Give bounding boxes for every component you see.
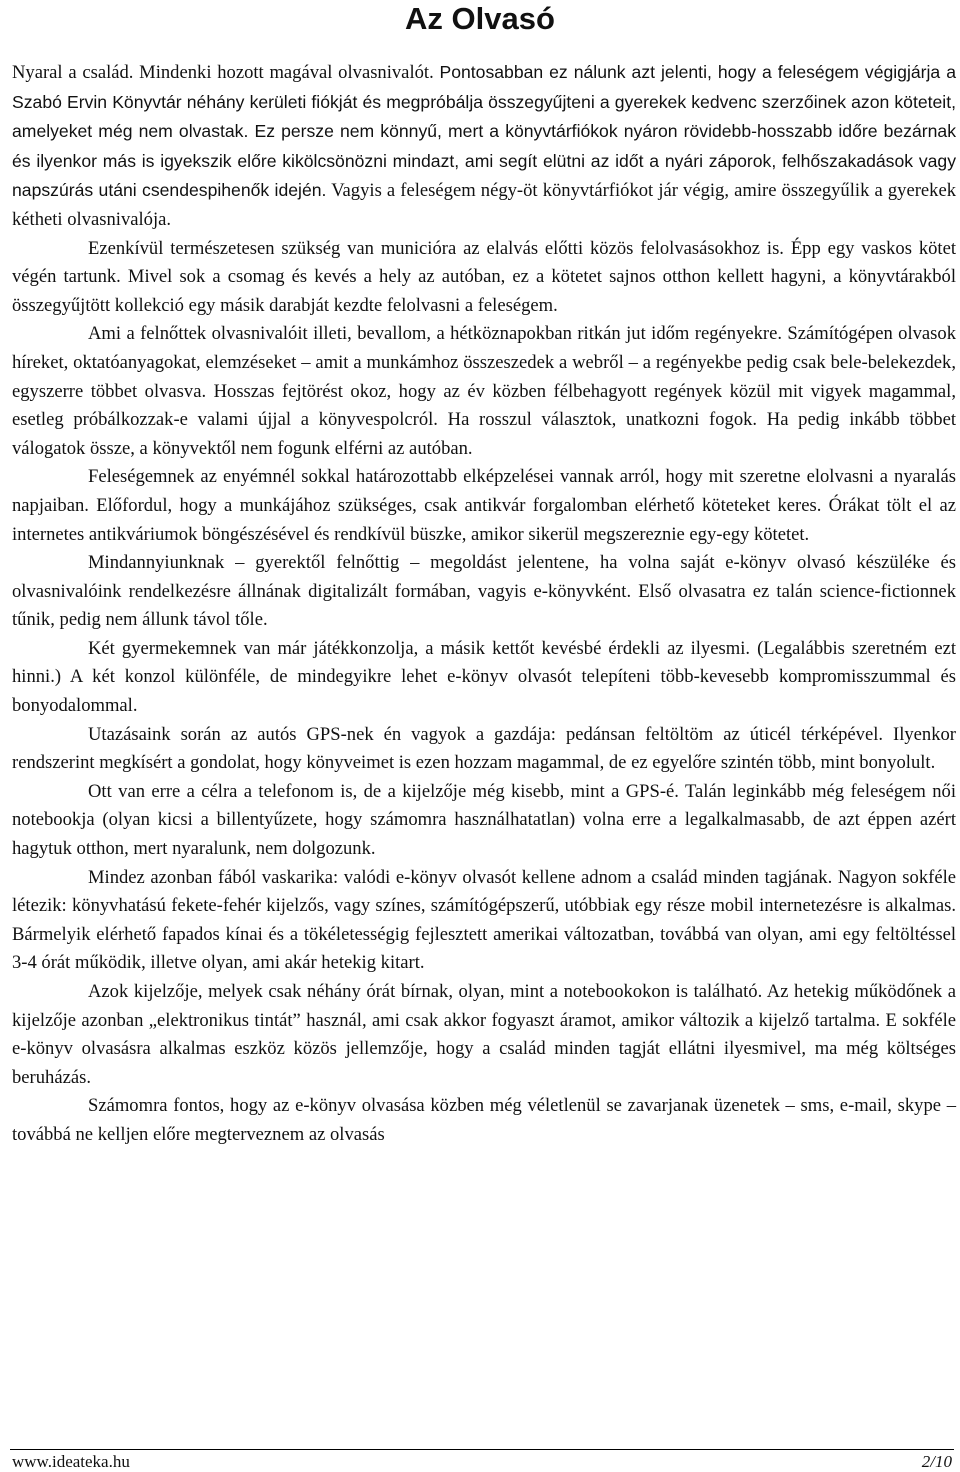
paragraph-1-sentence-3: Vagyis a feleségem négy-öt könyvtárfiókot jár végig, amire összegyűlik a gyerekek kétheti olvasnivalója. [12,180,956,230]
paragraph-8: Ott van erre a célra a telefonom is, de a kijelzője még kisebb, mint a GPS-é. Talán leginkább még feleségem női notebookja (olyan kicsi a billentyűzete, hogy számomra használhatatlan) volna erre a legalkalmasabb, de azt éppen azért hagytuk otthon, mert nyaralunk, nem dolgozunk. [12,780,956,860]
page-footer [12,1452,952,1472]
footer-divider [10,1449,954,1450]
paragraph-3: Ami a felnőttek olvasnivalóit illeti, bevallom, a hétköznapokban ritkán jut időm regényekre. Számítógépen olvasok híreket, oktatóanyagokat, elemzéseket – amit a munkámhoz összeszedek a webről – a regényekbe pedig csak bele-belekezdek, egyszerre többet olvasva. Hosszas fejtörést okoz, hogy az év közben félbehagyott regények közül mit vigyek magammal, esetleg próbálkozzak-e valami újjal a könyvespolcról. Ha rosszul választok, unatkozni fogok. Ha pedig inkább többet válogatok össze, a könyvektől nem fogunk elférni az autóban. [12,323,956,459]
paragraph-11: Számomra fontos, hogy az e-könyv olvasása közben még véletlenül se zavarjanak üzenetek – sms, e-mail, skype – továbbá ne kelljen előre megterveznem az olvasás [12,1095,956,1145]
paragraph-1 [12,58,956,235]
paragraph-10: Azok kijelzője, melyek csak néhány órát bírnak, olyan, mint a notebookokon is található. Az hetekig működőnek a kijelzője azonban „elektronikus tintát” használ, ami csak akkor fogyaszt áramot, amikor változik a kijelző tartalma. E sokféle e-könyv olvasásra alkalmas eszköz közös jellemzője, hogy a család minden tagját ellátni ilyesmivel, ma még költséges beruházás. [12,981,956,1088]
paragraph-4: Feleségemnek az enyémnél sokkal határozottabb elképzelései vannak arról, hogy mit szeretne elolvasni a nyaralás napjaiban. Előfordul, hogy a munkájához szükséges, csak antikvár forgalomban elérhető köteteket keres. Órákat tölt el az internetes antikváriumok böngészésével és rendkívül büszke, amikor sikerül megszereznie egy-egy kötetet. [12,466,956,545]
page-title: Az Olvasó [405,1,555,36]
footer-site-link[interactable]: www.ideateka.hu [12,1452,130,1471]
page-number: 2/10 [921,1452,952,1471]
article-body [12,58,956,1150]
paragraph-7: Utazásaink során az autós GPS-nek én vagyok a gazdája: pedánsan feltöltöm az úticél térképével. Ilyenkor rendszerint megkísért a gondolat, hogy könyveimet is ezen hozzam magammal, de ez egyelőre szintén több, mint bonyolult. [12,723,956,774]
paragraph-1-sans-passage: Pontosabban ez nálunk azt jelenti, hogy a feleségem végigjárja a Szabó Ervin Könyvtár néhány kerületi fiókját és megpróbálja összegyűjteni a gyerekek kedvenc szerzőinek azon köteteit, amelyeket még nem olvastak. Ez persze nem könnyű, mert a könyvtárfiókok nyáron rövidebb-hosszabb időre bezárnak és ilyenkor más is igyekszik előre kikölcsönözni mindazt, ami segít elütni az időt a nyári záporok, felhőszakadások vagy napszúrás utáni csendespihenők idején. [12,62,956,201]
paragraph-5: Mindannyiunknak – gyerektől felnőttig – megoldást jelentene, ha volna saját e-könyv olvasó készüléke és olvasnivalóink rendelkezésre állnának digitalizált formában, vagyis e-könyvként. Első olvasatra ez talán science-fictionnek tűnik, pedig nem állunk távol tőle. [12,552,956,631]
paragraph-9: Mindez azonban fából vaskarika: valódi e-könyv olvasót kellene adnom a család minden tagjának. Nagyon sokféle létezik: könyvhatású fekete-fehér kijelzős, vagy színes, számítógépszerű, utóbbiak egy része mobil internetezésre is alkalmas. Bármelyik elérhető fapados kínai és a tökéletességig fejlesztett amerikai változatban, továbbá van olyan, ami egy feltöltéssel 3-4 órát működik, illetve olyan, ami akár hetekig kitart. [12,866,956,974]
paragraph-1-sentence-1: Nyaral a család. Mindenki hozott magával olvasnivalót. [12,62,440,83]
paragraph-2: Ezenkívül természetesen szükség van municióra az elalvás előtti közös felolvasásokhoz is. Épp egy vaskos kötet végén tartunk. Mivel sok a csomag és kevés a hely az autóban, ez a kötetet sajnos otthon kellett hagyni, a könyvtárakból összegyűjtött kollekció egy másik darabját kezdte felolvasni a feleségem. [12,237,956,316]
paragraph-6: Két gyermekemnek van már játékkonzolja, a másik kettőt kevésbé érdekli az ilyesmi. (Legalábbis szeretném ezt hinni.) A két konzol különféle, de mindegyikre lehet e-könyv olvasót telepíteni több-kevesebb kompromisszummal és bonyodalommal. [12,637,956,717]
